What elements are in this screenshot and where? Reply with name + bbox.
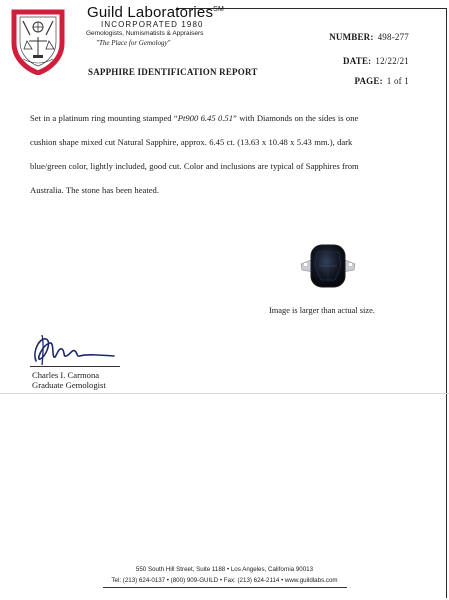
company-name: Guild Laboratories℠ — [87, 4, 225, 21]
laboratory-shield-crest-icon — [11, 9, 65, 75]
signature-line — [30, 366, 120, 367]
description-line-2: cushion shape mixed cut Natural Sapphire, approx. 6.45 ct. (13.63 x 10.48 x 5.43 mm.), dark — [30, 137, 353, 147]
report-description — [30, 106, 420, 202]
signatory-title: Graduate Gemologist — [32, 380, 106, 390]
report-number: NUMBER: 498-277 — [329, 32, 409, 42]
incorporated-line: INCORPORATED 1980 — [101, 20, 204, 29]
report-page: PAGE: 1 of 1 — [354, 76, 409, 86]
image-caption: Image is larger than actual size. — [269, 306, 375, 315]
footer-contact: Tel: (213) 624-0137 • (800) 909-GUILD • Fax: (213) 624-2114 • www.guildlabs.com — [111, 577, 338, 584]
description-line-1: Set in a platinum ring mounting stamped “Pt900 6.45 0.51” with Diamonds on the sides is one — [30, 113, 359, 123]
report-title: SAPPHIRE IDENTIFICATION REPORT — [88, 67, 258, 77]
description-line-4: Australia. The stone has been heated. — [30, 185, 159, 195]
sapphire-ring-photo — [299, 242, 357, 290]
company-subtitle: Gemologists, Numismatists & Appraisers — [86, 30, 204, 37]
footer-rule — [103, 587, 347, 588]
signatory-name: Charles I. Carmona — [32, 370, 100, 380]
company-tagline: "The Place for Gemology" — [96, 39, 171, 47]
paper-fold-line — [0, 393, 449, 394]
ring-stamp-text: Pt900 6.45 0.51 — [177, 113, 234, 123]
description-line-3: blue/green color, lightly included, good cut. Color and inclusions are typical of Sapphires from — [30, 161, 359, 171]
signatory-block — [32, 370, 106, 390]
letterhead-brand — [87, 2, 224, 48]
page-border-right — [446, 8, 447, 598]
footer-address: 550 South Hill Street, Suite 1188 • Los Angeles, California 90013 — [135, 566, 314, 573]
report-date: DATE: 12/22/21 — [343, 56, 409, 66]
handwritten-signature — [30, 331, 116, 367]
